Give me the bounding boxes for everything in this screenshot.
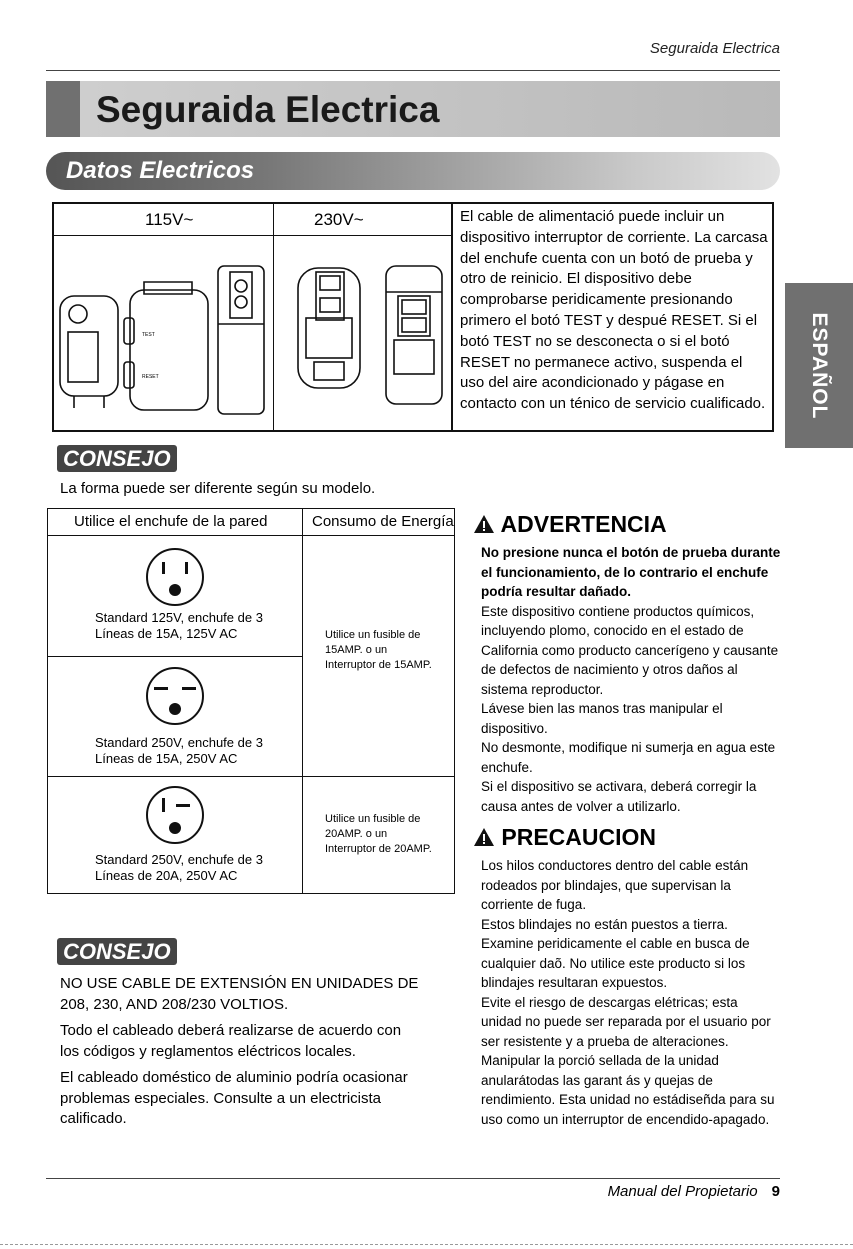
outlet-spec-line: Standard 250V, enchufe de 3 (95, 735, 263, 750)
language-side-tab (785, 283, 853, 448)
outlet-spec-line: Líneas de 15A, 250V AC (95, 751, 238, 766)
precaucion-title: PRECAUCION (501, 824, 657, 850)
table-divider (47, 656, 302, 657)
outlet-250v-15a-icon (146, 667, 204, 725)
outlet-header: Utilice el enchufe de la pared (74, 513, 268, 530)
page-number: 9 (771, 1183, 780, 1200)
consejo-wiring-notes (60, 974, 420, 1130)
title-accent-block (46, 81, 80, 137)
table-divider (52, 235, 452, 236)
advertencia-bold: No presione nunca el botón de prueba durante el funcionamiento, de lo contrario el enchufe podría resultar dañado. (481, 545, 781, 599)
advertencia-heading (473, 511, 667, 538)
fuse-spec-line: 15AMP. o un (325, 644, 388, 656)
advertencia-title: ADVERTENCIA (500, 511, 667, 537)
crop-line (0, 1244, 853, 1245)
table-divider (302, 508, 303, 894)
fuse-spec-line: Utilice un fusible de (325, 813, 421, 825)
outlet-spec-line: Standard 250V, enchufe de 3 (95, 852, 263, 867)
power-header: Consumo de Energía (312, 513, 454, 530)
running-header: Seguraida Electrica (649, 40, 780, 57)
footer-title: Manual del Propietario (607, 1183, 758, 1200)
precaucion-paragraph: Estos blindajes no están puestos a tierra. (481, 916, 728, 932)
precaucion-paragraph: Evite el riesgo de descargas elétricas; esta unidad no puede ser reparada por el usuario por ser resistente y a prueba de alteraciones. Manipular la porció sellada de la unidad anularátodas las garant ás y quejas de rendimiento. Esta unidad no estádiseñda para su uso como un interruptor de encendido-apagado. (481, 994, 775, 1127)
warning-triangle-icon (473, 827, 495, 847)
page-title: Seguraida Electrica (96, 89, 440, 130)
consejo-paragraph: Todo el cableado deberá realizarse de acuerdo con los códigos y reglamentos eléctricos locales. (60, 1022, 402, 1060)
advertencia-paragraph: Este dispositivo contiene productos químicos, incluyendo plomo, conocido en el estado de California como producto cancerígeno y causante de defectos de nacimiento y otros daños al sistema reproductor. (481, 603, 779, 697)
outlet-spec-line: Standard 125V, enchufe de 3 (95, 610, 263, 625)
section-title: Datos Electricos (66, 157, 255, 184)
advertencia-paragraph: Si el dispositivo se activara, deberá corregir la causa antes de volver a utilizarlo. (481, 779, 757, 814)
reset-label: RESET (142, 374, 159, 380)
table-divider (47, 535, 455, 536)
consejo-paragraph: El cableado doméstico de aluminio podría ocasionar problemas especiales. Consulte a un electricista calificado. (60, 1069, 408, 1127)
header-divider (46, 70, 780, 71)
plug-230v-illustration (290, 262, 450, 422)
table-divider (273, 202, 274, 432)
footer (608, 1183, 780, 1200)
fuse-spec-line: 20AMP. o un (325, 828, 388, 840)
consejo-label: CONSEJO (57, 445, 177, 472)
test-label: TEST (142, 332, 155, 338)
fuse-spec-line: Interruptor de 15AMP. (325, 659, 432, 671)
outlet-125v-15a-icon (146, 548, 204, 606)
consejo-label: CONSEJO (57, 938, 177, 965)
advertencia-body (481, 543, 781, 816)
consejo-note: La forma puede ser diferente según su modelo. (60, 480, 376, 497)
fuse-spec-line: Utilice un fusible de (325, 629, 421, 641)
voltage-115-header: 115V~ (145, 210, 194, 229)
outlet-spec-line: Líneas de 20A, 250V AC (95, 868, 238, 883)
outlet-spec-line: Líneas de 15A, 125V AC (95, 626, 238, 641)
fuse-spec-20a (325, 812, 432, 857)
voltage-230-header: 230V~ (314, 210, 364, 229)
language-tab-label: ESPAÑOL (808, 312, 831, 419)
table-divider (47, 776, 455, 777)
fuse-spec-15a (325, 628, 432, 673)
warning-triangle-icon (473, 514, 495, 534)
advertencia-paragraph: Lávese bien las manos tras manipular el dispositivo. (481, 701, 723, 736)
fuse-spec-line: Interruptor de 20AMP. (325, 843, 432, 855)
precaucion-heading (473, 824, 656, 851)
precaucion-paragraph: Examine peridicamente el cable en busca de cualquier daõ. No utilice este producto si los blindajes resultaran expuestos. (481, 936, 750, 990)
table-divider (451, 202, 453, 432)
gfci-description: El cable de alimentació puede incluir un dispositivo interruptor de corriente. La carcasa del enchufe cuenta con un botó de prueba y otro de reinicio. El dispositivo debe comprobarse peridicamente presionando primero el botó TEST y despué RESET. Si el botó TEST no se desconecta o si el botó RESET no permanece activo, suspenda el uso del aire acondicionado y págase en contacto con un ténico de servicio cualificado. (460, 208, 768, 413)
precaucion-paragraph: Los hilos conductores dentro del cable están rodeados por blindajes, que supervisan la corriente de fuga. (481, 858, 749, 912)
precaucion-body (481, 856, 781, 1129)
consejo-paragraph: NO USE CABLE DE EXTENSIÓN EN UNIDADES DE 208, 230, AND 208/230 VOLTIOS. (60, 975, 419, 1013)
advertencia-paragraph: No desmonte, modifique ni sumerja en agua este enchufe. (481, 740, 776, 775)
outlet-250v-20a-icon (146, 786, 204, 844)
plug-115v-illustration (58, 262, 268, 422)
footer-divider (46, 1178, 780, 1179)
